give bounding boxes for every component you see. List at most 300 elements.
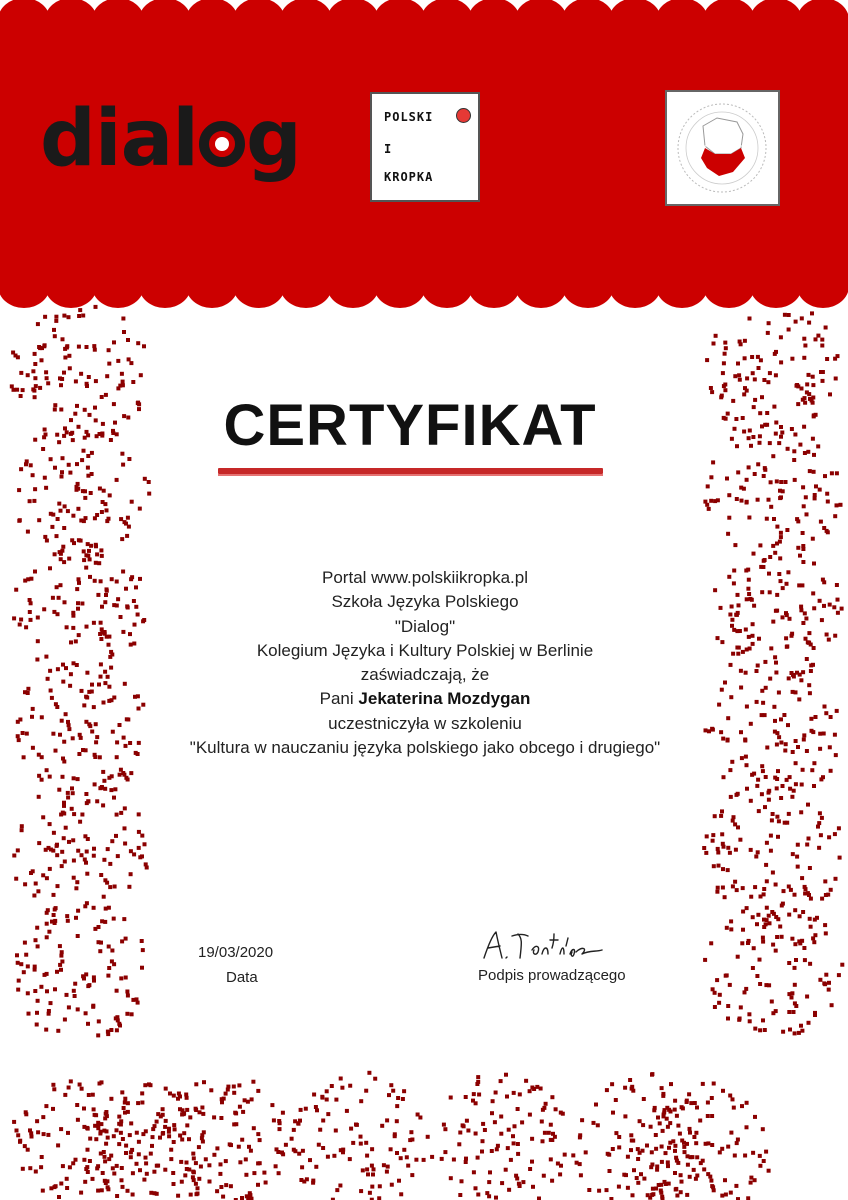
border-dot [84,553,88,557]
border-dot [801,531,805,535]
border-dot [67,354,71,358]
border-dot [147,1082,151,1086]
border-dot [207,1163,211,1167]
border-dot [793,478,797,482]
border-dot [108,655,112,659]
border-dot [756,462,760,466]
border-dot [781,489,785,493]
border-dot [144,1161,148,1165]
border-dot [23,690,27,694]
border-dot [59,509,63,513]
border-dot [67,840,71,844]
date-label: Data [226,969,258,986]
border-dot [100,1188,104,1192]
border-dot [149,1191,153,1195]
border-dot [35,926,39,930]
border-dot [21,731,25,735]
border-dot [810,729,814,733]
border-dot [763,713,767,717]
border-dot [30,715,34,719]
border-dot [410,1138,414,1142]
border-dot [793,942,797,946]
border-dot [112,917,116,921]
border-dot [116,597,120,601]
border-dot [499,1115,503,1119]
border-dot [741,886,745,890]
border-dot [828,603,832,607]
border-dot [113,787,117,791]
border-dot [103,600,107,604]
border-dot [810,768,814,772]
border-dot [37,774,41,778]
border-dot [126,1189,130,1193]
border-dot [730,624,734,628]
border-dot [84,695,88,699]
border-dot [794,761,798,765]
border-dot [727,516,731,520]
border-dot [466,1129,470,1133]
border-dot [805,995,809,999]
border-dot [36,639,40,643]
border-dot [739,1005,743,1009]
border-dot [330,1084,334,1088]
border-dot [734,1184,738,1188]
border-dot [65,1186,69,1190]
border-dot [584,1150,588,1154]
border-dot [833,832,837,836]
border-dot [657,1183,661,1187]
border-dot [731,1097,735,1101]
border-dot [818,732,822,736]
border-dot [212,1115,216,1119]
border-dot [559,1111,563,1115]
border-dot [123,682,127,686]
border-dot [124,976,128,980]
border-dot [35,1011,39,1015]
border-dot [711,460,715,464]
border-dot [550,1179,554,1183]
border-dot [688,1131,692,1135]
border-dot [626,1186,630,1190]
border-dot [26,991,30,995]
border-dot [775,593,779,597]
border-dot [109,788,113,792]
border-dot [680,1139,684,1143]
border-dot [661,1129,665,1133]
border-dot [99,873,103,877]
border-dot [605,1188,609,1192]
border-dot [250,1097,254,1101]
border-dot [118,723,122,727]
border-dot [83,858,87,862]
border-dot [771,943,775,947]
border-dot [124,937,128,941]
border-dot [69,1079,73,1083]
border-dot [84,516,88,520]
border-dot [24,1112,28,1116]
border-dot [721,867,725,871]
border-dot [20,828,24,832]
border-dot [136,1101,140,1105]
border-dot [781,1030,785,1034]
border-dot [761,940,765,944]
border-dot [720,832,724,836]
border-dot [812,562,816,566]
border-dot [335,1188,339,1192]
border-dot [777,735,781,739]
border-dot [775,786,779,790]
border-dot [49,1001,53,1005]
border-dot [755,669,759,673]
border-dot [24,953,28,957]
border-dot [543,1131,547,1135]
border-dot [76,934,80,938]
border-dot [56,884,60,888]
border-dot [178,1134,182,1138]
border-dot [801,768,805,772]
border-dot [256,1089,260,1093]
border-dot [122,1106,126,1110]
border-dot [472,1092,476,1096]
border-dot [180,1180,184,1184]
border-dot [774,350,778,354]
border-dot [814,337,818,341]
border-dot [373,1077,377,1081]
border-dot [33,965,37,969]
border-dot [791,750,795,754]
border-dot [726,868,730,872]
border-dot [721,371,725,375]
border-dot [297,1122,301,1126]
border-dot [801,485,805,489]
border-dot [29,601,33,605]
border-dot [768,590,772,594]
border-dot [410,1173,414,1177]
border-dot [666,1125,670,1129]
border-dot [516,1107,520,1111]
border-dot [112,696,116,700]
border-dot [654,1187,658,1191]
border-dot [642,1097,646,1101]
certificate-title: CERTYFIKAT [223,393,597,458]
border-dot [673,1144,677,1148]
border-dot [85,901,89,905]
border-dot [818,811,822,815]
border-dot [185,1161,189,1165]
border-dot [794,958,798,962]
border-dot [391,1089,395,1093]
border-dot [115,478,119,482]
border-dot [57,502,61,506]
border-dot [106,974,110,978]
border-dot [120,1090,124,1094]
recipient-prefix: Pani [319,689,354,709]
border-dot [660,1086,664,1090]
border-dot [819,833,823,837]
border-dot [736,593,740,597]
border-dot [40,715,44,719]
border-dot [92,705,96,709]
border-dot [761,936,765,940]
border-dot [745,501,749,505]
border-dot [814,715,818,719]
border-dot [372,1167,376,1171]
border-dot [115,740,119,744]
border-dot [59,383,63,387]
border-dot [788,787,792,791]
border-dot [781,615,785,619]
border-dot [16,988,20,992]
border-dot [65,993,69,997]
border-dot [803,344,807,348]
border-dot [406,1164,410,1168]
border-dot [765,841,769,845]
border-dot [86,1170,90,1174]
border-dot [660,1145,664,1149]
border-dot [115,813,119,817]
border-dot [55,534,59,538]
border-dot [762,925,766,929]
border-dot [113,885,117,889]
border-dot [44,370,48,374]
border-dot [32,499,36,503]
border-dot [199,1165,203,1169]
border-dot [48,669,52,673]
border-dot [740,941,744,945]
border-dot [367,1071,371,1075]
border-dot [679,1173,683,1177]
border-dot [31,869,35,873]
border-dot [798,554,802,558]
border-dot [675,1159,679,1163]
border-dot [45,989,49,993]
border-dot [120,939,124,943]
border-dot [77,581,81,585]
border-dot [824,326,828,330]
border-dot [818,488,822,492]
border-dot [92,1107,96,1111]
border-dot [636,1157,640,1161]
border-dot [694,1131,698,1135]
border-dot [50,525,54,529]
border-dot [744,755,748,759]
border-dot [45,935,49,939]
border-dot [771,544,775,548]
border-dot [732,1106,736,1110]
border-dot [405,1155,409,1159]
border-dot [108,862,112,866]
border-dot [491,1099,495,1103]
border-dot [838,856,842,860]
border-dot [738,340,742,344]
border-dot [86,1127,90,1131]
border-dot [802,733,806,737]
border-dot [121,463,125,467]
border-dot [744,987,748,991]
border-dot [99,579,103,583]
border-dot [111,730,115,734]
border-dot [531,1185,535,1189]
border-dot [741,650,745,654]
border-dot [686,1163,690,1167]
border-dot [537,1197,541,1200]
border-dot [480,1150,484,1154]
border-dot [370,1185,374,1189]
border-dot [751,622,755,626]
border-dot [714,334,718,338]
border-dot [182,1131,186,1135]
border-dot [803,885,807,889]
border-dot [504,1168,508,1172]
border-dot [767,1169,771,1173]
border-dot [109,1154,113,1158]
border-dot [801,547,805,551]
border-dot [449,1176,453,1180]
border-dot [110,949,114,953]
border-dot [739,669,743,673]
border-dot [764,686,768,690]
border-dot [745,597,749,601]
border-dot [825,357,829,361]
border-dot [452,1158,456,1162]
border-dot [42,344,46,348]
border-dot [827,835,831,839]
border-dot [102,779,106,783]
border-dot [63,600,67,604]
border-dot [81,974,85,978]
border-dot [36,616,40,620]
border-dot [60,719,64,723]
border-dot [839,503,843,507]
border-dot [805,382,809,386]
border-dot [596,1123,600,1127]
border-dot [773,655,777,659]
border-dot [737,1018,741,1022]
border-dot [116,359,120,363]
border-dot [791,673,795,677]
border-dot [57,788,61,792]
border-dot [731,652,735,656]
border-dot [71,626,75,630]
border-dot [52,328,56,332]
border-dot [762,559,766,563]
border-dot [610,1082,614,1086]
border-dot [835,709,839,713]
border-dot [33,376,37,380]
border-dot [544,1102,548,1106]
border-dot [83,834,87,838]
border-dot [66,720,70,724]
border-dot [809,925,813,929]
border-dot [42,607,46,611]
border-dot [829,769,833,773]
border-dot [830,471,834,475]
border-dot [793,1031,797,1035]
border-dot [746,587,750,591]
border-dot [824,893,828,897]
border-dot [332,1154,336,1158]
border-dot [775,525,779,529]
border-dot [76,601,80,605]
border-dot [359,1142,363,1146]
border-dot [715,890,719,894]
border-dot [749,799,753,803]
border-dot [781,784,785,788]
border-dot [49,512,53,516]
border-dot [704,1142,708,1146]
border-dot [834,877,838,881]
border-dot [110,839,114,843]
border-dot [92,621,96,625]
border-dot [93,927,97,931]
border-dot [17,738,21,742]
border-dot [98,755,102,759]
border-dot [122,917,126,921]
border-dot [107,643,111,647]
border-dot [212,1153,216,1157]
border-dot [387,1093,391,1097]
border-dot [94,379,98,383]
border-dot [91,1177,95,1181]
border-dot [669,1110,673,1114]
border-dot [687,1092,691,1096]
border-dot [240,1196,244,1200]
border-dot [46,677,50,681]
border-dot [73,994,77,998]
border-dot [745,1101,749,1105]
border-dot [51,1083,55,1087]
border-dot [723,341,727,345]
border-dot [797,583,801,587]
border-dot [396,1096,400,1100]
border-dot [118,384,122,388]
border-dot [151,1127,155,1131]
border-dot [735,1141,739,1145]
border-dot [797,1031,801,1035]
border-dot [12,1120,16,1124]
border-dot [705,834,709,838]
border-dot [756,778,760,782]
border-dot [59,583,63,587]
border-dot [665,1106,669,1110]
border-dot [119,1123,123,1127]
border-dot [764,1150,768,1154]
border-dot [184,1093,188,1097]
border-dot [840,963,844,967]
border-dot [798,914,802,918]
border-dot [27,1012,31,1016]
border-dot [140,966,144,970]
border-dot [481,1139,485,1143]
border-dot [745,787,749,791]
border-dot [724,346,728,350]
border-dot [628,1078,632,1082]
border-dot [476,1075,480,1079]
border-dot [784,636,788,640]
border-dot [83,489,87,493]
border-dot [738,629,742,633]
border-dot [45,768,49,772]
border-dot [107,635,111,639]
border-dot [735,497,739,501]
border-dot [695,1155,699,1159]
border-dot [312,1093,316,1097]
border-dot [197,1145,201,1149]
border-dot [35,658,39,662]
border-dot [65,914,69,918]
border-dot [793,983,797,987]
border-dot [318,1128,322,1132]
